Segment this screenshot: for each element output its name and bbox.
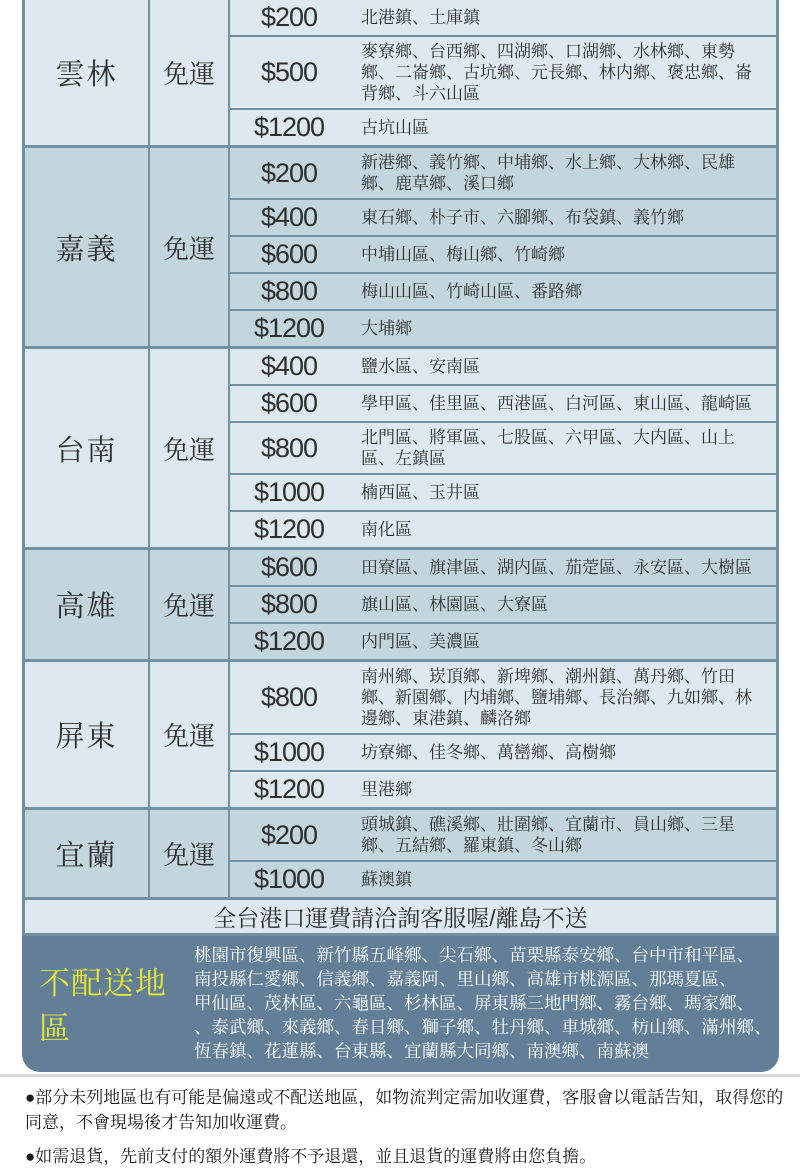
no-delivery-section (22, 936, 779, 1072)
areas-list: 梅山山區、竹崎山區、番路鄉 (361, 282, 582, 301)
price-value: $800 (260, 276, 318, 306)
price-value: $600 (260, 388, 318, 418)
region-name: 宜蘭 (25, 810, 150, 897)
areas-list: 南化區 (361, 520, 412, 539)
areas-list: 蘇澳鎮 (361, 870, 412, 889)
free-shipping-label: 免運 (150, 810, 230, 897)
price-rows (230, 550, 776, 659)
region-name: 嘉義 (25, 148, 150, 346)
areas-list: 鹽水區、安南區 (361, 357, 480, 376)
no-delivery-line: 、泰武鄉、來義鄉、春日鄉、獅子鄉、牡丹鄉、車城鄉、枋山鄉、滿州鄉、 (194, 1017, 772, 1037)
price-value: $1200 (253, 514, 325, 544)
region-section (25, 807, 776, 897)
no-delivery-line: 恆春鎮、花蓮縣、台東縣、宜蘭縣大同鄉、南澳鄉、南蘇澳 (194, 1041, 649, 1061)
price-row (230, 585, 776, 622)
shipping-fee-table (22, 0, 779, 936)
price-value: $200 (260, 157, 318, 188)
price-value: $1000 (253, 864, 325, 894)
footer-notes (0, 1077, 800, 1169)
price-row (230, 198, 776, 235)
price-row (230, 810, 776, 860)
areas-list: 南州鄉、崁頂鄉、新埤鄉、潮州鎮、萬丹鄉、竹田鄉、新園鄉、内埔鄉、鹽埔鄉、長治鄉、九如鄉、林邊鄉、東港鎮、麟洛鄉 (361, 667, 752, 728)
areas-list: 大埔鄉 (361, 319, 412, 338)
areas-list: 里港鄉 (361, 780, 412, 799)
areas-list: 北港鎮、土庫鎮 (361, 8, 480, 27)
price-row (230, 550, 776, 585)
price-rows (230, 349, 776, 547)
free-shipping-label: 免運 (150, 550, 230, 659)
price-value: $1000 (253, 477, 325, 507)
areas-list: 北門區、將軍區、七股區、六甲區、大内區、山上區、左鎮區 (361, 428, 735, 468)
price-row (230, 384, 776, 421)
free-shipping-label: 免運 (150, 148, 230, 346)
price-row (230, 421, 776, 473)
no-delivery-label: 不配送地區 (39, 966, 167, 1046)
price-value: $1200 (253, 774, 325, 804)
areas-list: 楠西區、玉井區 (361, 483, 480, 502)
region-name: 高雄 (25, 550, 150, 659)
price-value: $200 (260, 2, 318, 32)
price-value: $600 (260, 239, 318, 269)
price-row (230, 770, 776, 807)
price-value: $1200 (253, 626, 325, 656)
region-section (25, 659, 776, 807)
no-delivery-areas (194, 943, 779, 1063)
price-rows (230, 148, 776, 346)
no-delivery-line: 甲仙區、茂林區、六龜區、杉林區、屏東縣三地門鄉、霧台鄉、瑪家鄉、 (194, 993, 754, 1013)
areas-list: 坊寮鄉、佳冬鄉、萬巒鄉、高樹鄉 (361, 743, 616, 762)
price-rows (230, 662, 776, 807)
no-delivery-line: 南投縣仁愛鄉、信義鄉、嘉義阿、里山鄉、高雄市桃源區、那瑪夏區、 (194, 969, 737, 989)
port-freight-note-row: 全台港口運費請洽詢客服喔/離島不送 (25, 897, 776, 933)
footnote: ●部分未列地區也有可能是偏遠或不配送地區，如物流判定需加收運費，客服會以電話告知，取得您的同意，不會現場後才告知加收運費。 (25, 1088, 784, 1132)
price-row (230, 473, 776, 510)
price-value: $800 (260, 589, 318, 619)
region-section (25, 346, 776, 547)
free-shipping-label: 免運 (150, 0, 230, 145)
footnote: ●如需退貨，先前支付的額外運費將不予退還，並且退貨的運費將由您負擔。 (25, 1147, 597, 1166)
price-value: $800 (260, 432, 318, 463)
region-section (25, 145, 776, 346)
region-section (25, 547, 776, 659)
price-value: $1200 (253, 313, 325, 343)
region-name: 雲林 (25, 0, 150, 145)
free-shipping-label: 免運 (150, 662, 230, 807)
areas-list: 麥寮鄉、台西鄉、四湖鄉、口湖鄉、水林鄉、東勢鄉、二崙鄉、古坑鄉、元長鄉、林内鄉、褒忠鄉、崙背鄉、斗六山區 (361, 42, 752, 103)
price-value: $800 (260, 682, 318, 712)
price-row (230, 860, 776, 897)
price-row (230, 510, 776, 547)
price-row (230, 235, 776, 272)
areas-list: 中埔山區、梅山鄉、竹崎鄉 (361, 245, 565, 264)
price-value: $200 (260, 819, 318, 850)
price-value: $1000 (253, 737, 325, 767)
areas-list: 學甲區、佳里區、西港區、白河區、東山區、龍崎區 (361, 394, 752, 413)
areas-list: 東石鄉、朴子市、六腳鄉、布袋鎮、義竹鄉 (361, 208, 684, 227)
price-value: $1200 (253, 112, 325, 142)
areas-list: 古坑山區 (361, 118, 429, 137)
areas-list: 新港鄉、義竹鄉、中埔鄉、水上鄉、大林鄉、民雄鄉、鹿草鄉、溪口鄉 (361, 153, 735, 193)
areas-list: 内門區、美濃區 (361, 632, 480, 651)
price-row (230, 108, 776, 145)
price-rows (230, 810, 776, 897)
areas-list: 頭城鎮、礁溪鄉、壯圍鄉、宜蘭市、員山鄉、三星鄉、五結鄉、羅東鎮、冬山鄉 (361, 815, 735, 855)
price-row (230, 622, 776, 659)
price-value: $500 (260, 57, 318, 87)
free-shipping-label: 免運 (150, 349, 230, 547)
price-value: $400 (260, 351, 318, 381)
price-rows (230, 0, 776, 145)
price-row (230, 733, 776, 770)
region-section (25, 0, 776, 145)
region-name: 台南 (25, 349, 150, 547)
price-row (230, 0, 776, 35)
price-value: $600 (260, 552, 318, 582)
price-value: $400 (260, 202, 318, 232)
price-row (230, 35, 776, 108)
no-delivery-line: 桃園市復興區、新竹縣五峰鄉、尖石鄉、苗栗縣泰安鄉、台中市和平區、 (194, 945, 754, 965)
price-row (230, 662, 776, 733)
region-name: 屏東 (25, 662, 150, 807)
areas-list: 旗山區、林園區、大寮區 (361, 595, 548, 614)
price-row (230, 272, 776, 309)
price-row (230, 309, 776, 346)
price-row (230, 148, 776, 198)
price-row (230, 349, 776, 384)
areas-list: 田寮區、旗津區、湖内區、茄萣區、永安區、大樹區 (361, 558, 752, 577)
